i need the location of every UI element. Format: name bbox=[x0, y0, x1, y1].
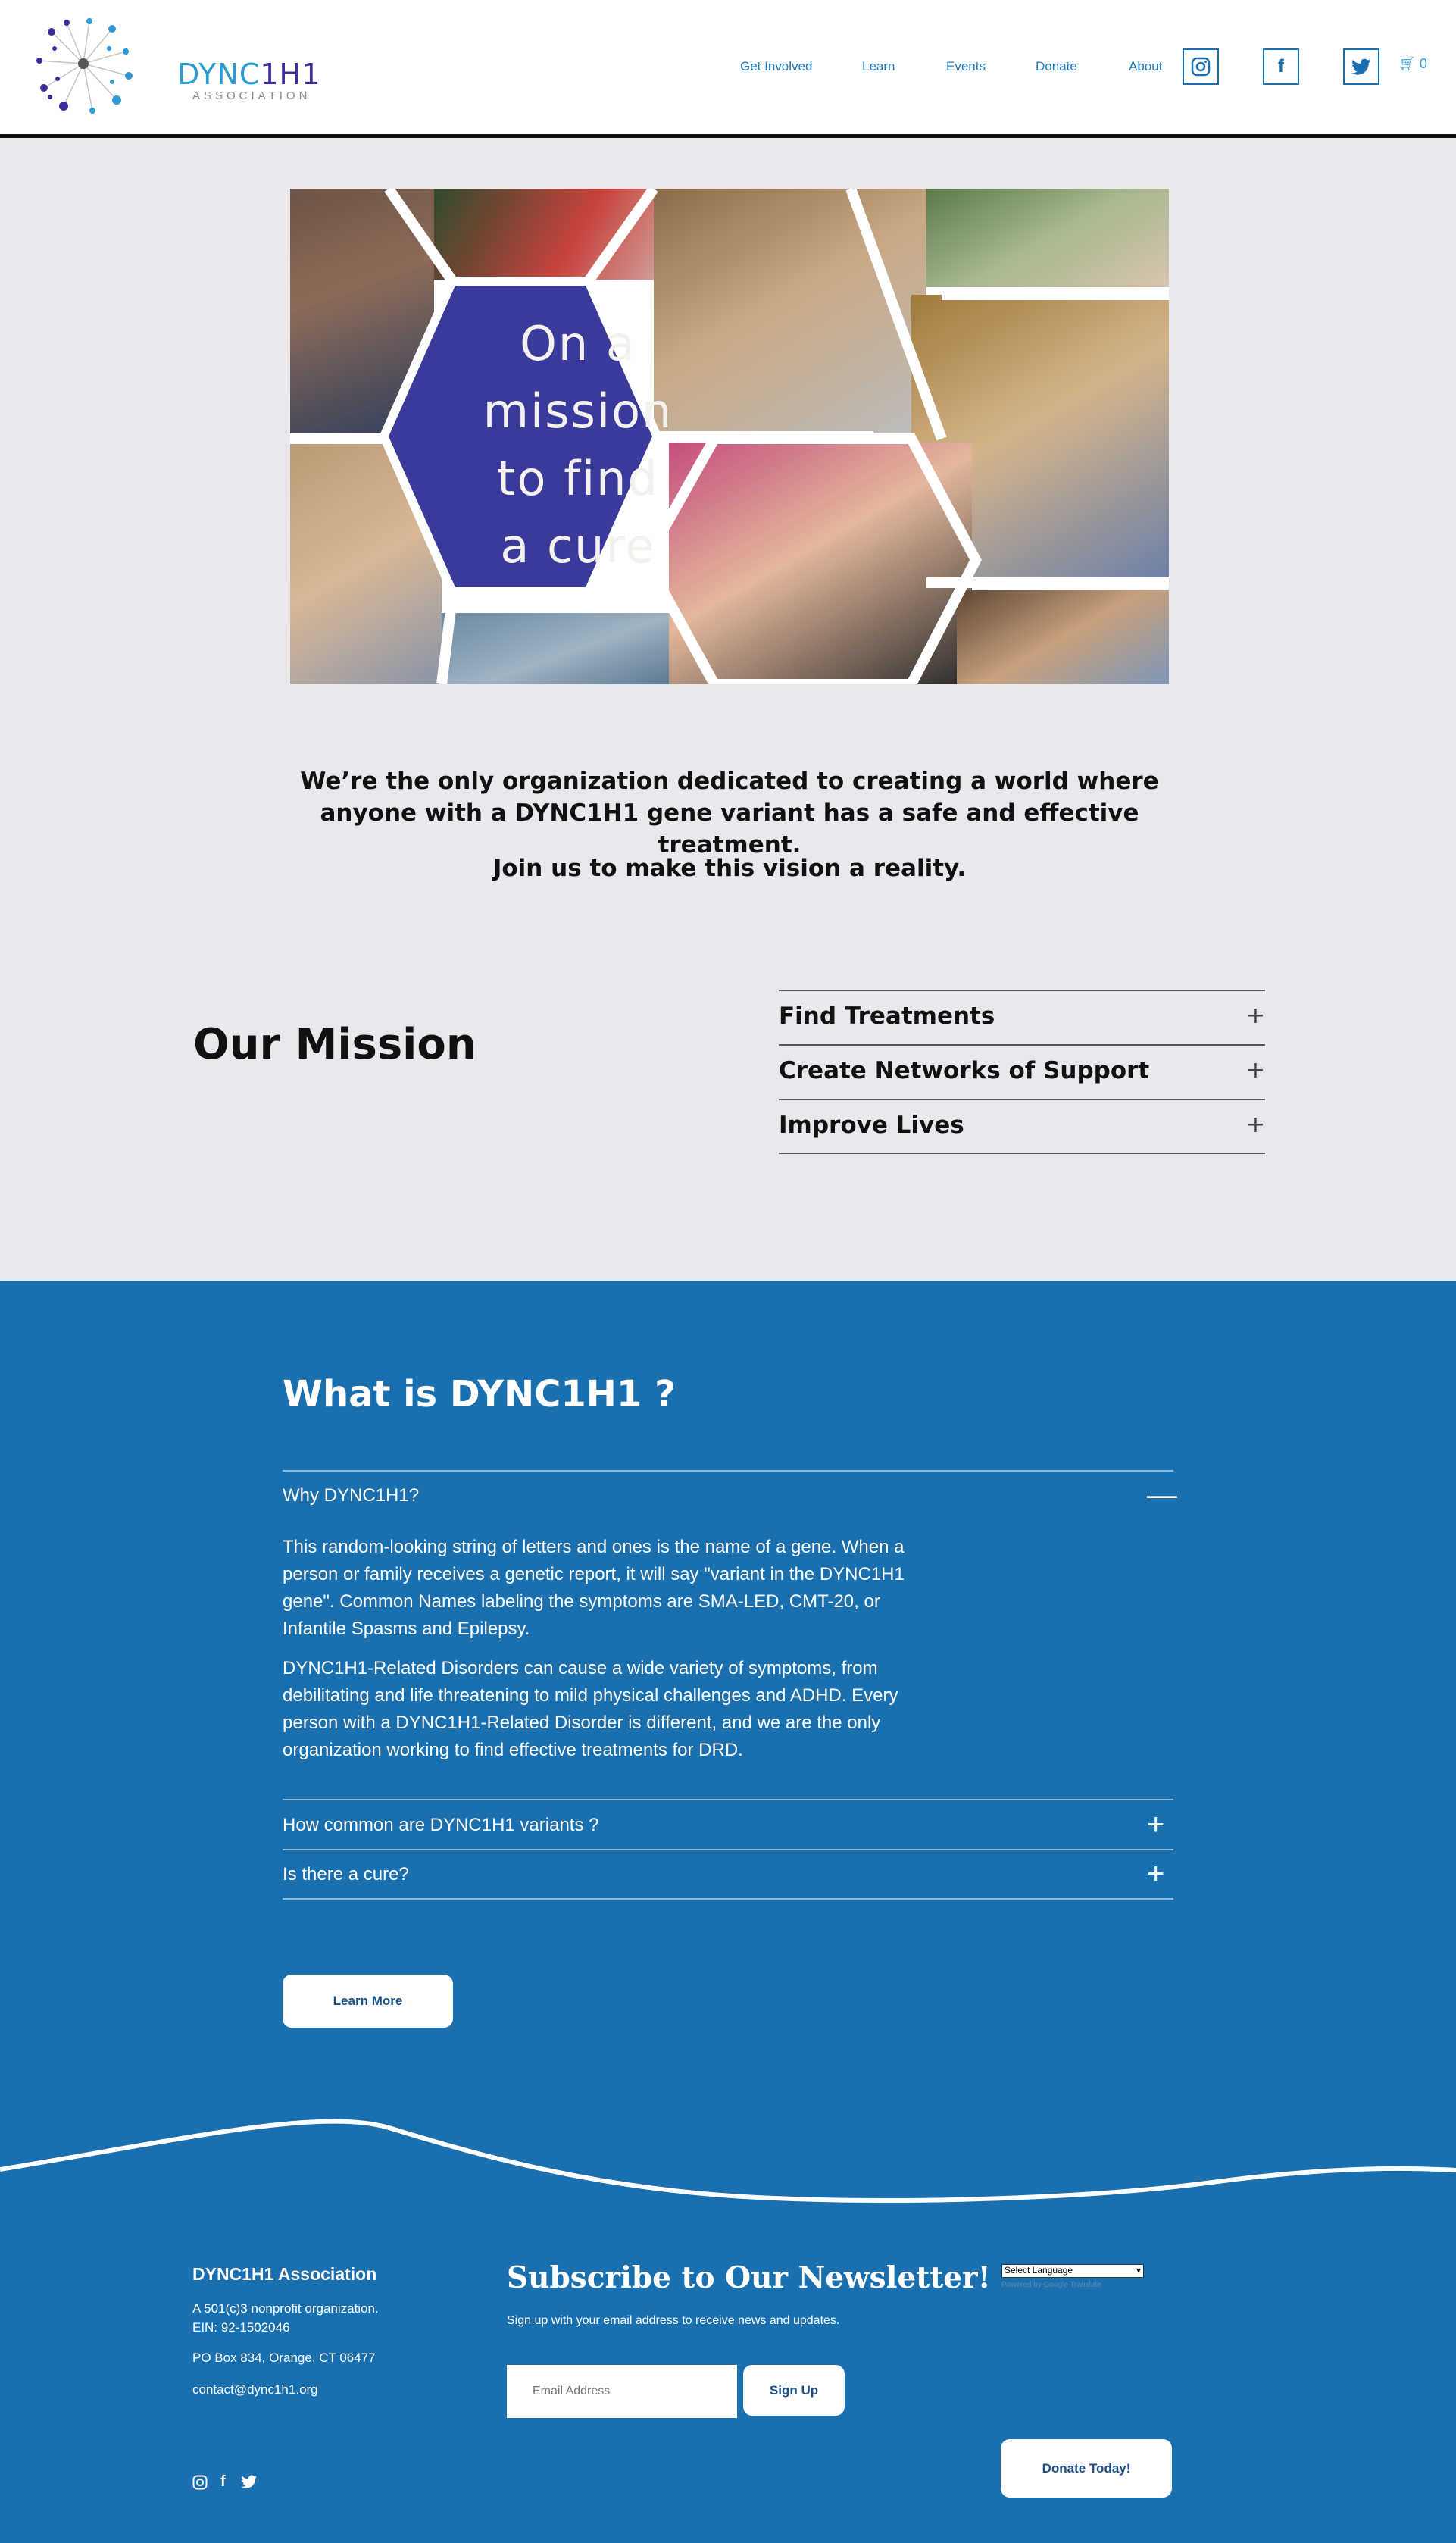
plus-icon[interactable]: + bbox=[1147, 1857, 1165, 1891]
mission-item-find-treatments[interactable]: Find Treatments + bbox=[779, 1002, 1265, 1030]
mission-item-improve-lives[interactable]: Improve Lives + bbox=[779, 1112, 1265, 1139]
nav-donate[interactable]: Donate bbox=[1036, 59, 1077, 74]
twitter-icon[interactable] bbox=[241, 2475, 258, 2493]
intro-statement: We’re the only organization dedicated to creating a world where anyone with a DYNC1H1 gene variant has a safe and effective treatment. bbox=[300, 768, 1159, 859]
plus-icon: + bbox=[1245, 1112, 1265, 1138]
plus-icon: + bbox=[1245, 1057, 1265, 1084]
chevron-down-icon: ▾ bbox=[1136, 2265, 1141, 2276]
translate-attribution[interactable]: Powered by Google Translate bbox=[1001, 2281, 1101, 2289]
footer-email[interactable]: contact@dync1h1.org bbox=[192, 2382, 318, 2397]
twitter-icon[interactable] bbox=[1343, 48, 1379, 85]
nav-learn[interactable]: Learn bbox=[862, 59, 895, 74]
site-header bbox=[0, 0, 1456, 138]
divider bbox=[779, 1099, 1265, 1100]
hero-image bbox=[290, 189, 1169, 684]
logo[interactable] bbox=[36, 18, 321, 114]
divider bbox=[283, 1799, 1173, 1800]
divider bbox=[779, 990, 1265, 991]
divider bbox=[283, 1898, 1173, 1900]
cart-button[interactable] bbox=[1398, 56, 1427, 72]
mission-title: Our Mission bbox=[193, 1020, 476, 1069]
sign-up-button[interactable]: Sign Up bbox=[743, 2365, 845, 2416]
intro-call-to-action: Join us to make this vision a reality. bbox=[492, 855, 967, 882]
instagram-icon[interactable] bbox=[192, 2475, 208, 2495]
logo-text: DYNC1H1 bbox=[177, 58, 321, 91]
newsletter-title: Subscribe to Our Newsletter! bbox=[507, 2260, 991, 2295]
mission-item-networks[interactable]: Create Networks of Support + bbox=[779, 1057, 1265, 1084]
divider bbox=[779, 1044, 1265, 1046]
email-field[interactable] bbox=[507, 2365, 737, 2418]
cart-count: 0 bbox=[1419, 56, 1427, 71]
nav-events[interactable]: Events bbox=[946, 59, 986, 74]
minus-icon[interactable]: — bbox=[1147, 1478, 1177, 1512]
plus-icon: + bbox=[1245, 1002, 1265, 1029]
learn-more-button[interactable]: Learn More bbox=[283, 1975, 453, 2028]
footer-address: PO Box 834, Orange, CT 06477 bbox=[192, 2351, 376, 2365]
faq-question-how-common[interactable]: How common are DYNC1H1 variants ? bbox=[283, 1815, 599, 1835]
language-select[interactable]: Select Language ▾ bbox=[1001, 2264, 1144, 2278]
divider bbox=[779, 1153, 1265, 1154]
instagram-icon[interactable] bbox=[1183, 48, 1219, 85]
nav-about[interactable]: About bbox=[1129, 59, 1163, 74]
faq-answer-paragraph: This random-looking string of letters and ones is the name of a gene. When a person or family receives a genetic report, it will say "variant in the DYNC1H1 gene". Common Names labeling the symptoms are SMA-LED, CMT-20, or Infantile Spasms and Epilepsy. bbox=[283, 1537, 905, 1639]
faq-question-cure[interactable]: Is there a cure? bbox=[283, 1864, 409, 1885]
hero-headline: On a mission to find a cure bbox=[483, 316, 673, 574]
faq-question-why[interactable]: Why DYNC1H1? bbox=[283, 1485, 420, 1506]
newsletter-subtitle: Sign up with your email address to receive news and updates. bbox=[507, 2314, 840, 2327]
logo-subtitle: ASSOCIATION bbox=[192, 89, 311, 102]
cart-icon: 🛒︎ bbox=[1398, 56, 1416, 71]
nav-get-involved[interactable]: Get Involved bbox=[740, 59, 813, 74]
divider bbox=[283, 1470, 1173, 1472]
what-is-title: What is DYNC1H1 ? bbox=[283, 1373, 676, 1415]
footer-nonprofit: A 501(c)3 nonprofit organization. bbox=[192, 2301, 379, 2316]
footer-ein: EIN: 92-1502046 bbox=[192, 2320, 290, 2335]
donate-button[interactable]: Donate Today! bbox=[1001, 2439, 1172, 2498]
plus-icon[interactable]: + bbox=[1147, 1808, 1165, 1841]
facebook-icon[interactable]: f bbox=[1263, 48, 1299, 85]
faq-answer-paragraph: DYNC1H1-Related Disorders can cause a wide variety of symptoms, from debilitating and life threatening to mild physical challenges and ADHD. Every person with a DYNC1H1-Related Disorder is different, and we are the only organization working to find effective treatments for DRD. bbox=[283, 1658, 898, 1760]
logo-burst-icon bbox=[36, 18, 135, 114]
facebook-icon[interactable]: f bbox=[220, 2473, 226, 2490]
wave-divider bbox=[0, 2107, 1456, 2228]
divider bbox=[283, 1849, 1173, 1850]
footer-org-name: DYNC1H1 Association bbox=[192, 2264, 377, 2284]
